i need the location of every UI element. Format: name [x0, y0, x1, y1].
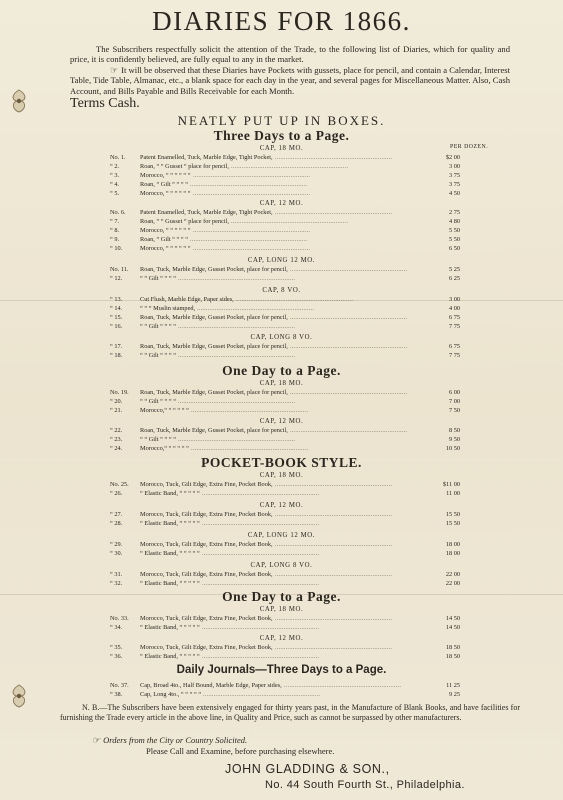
item-price: 14 50: [445, 615, 460, 622]
item-number: “ 31.: [110, 571, 123, 578]
subheading: CAP, 8 VO.: [262, 287, 301, 294]
leader-dots: ..................................................................: [275, 209, 393, 216]
price-row: [0, 570, 563, 579]
leader-dots: ..................................................................: [202, 520, 320, 527]
item-number: “ 36.: [110, 653, 123, 660]
item-number: No. 19.: [110, 389, 129, 396]
item-number: “ 24.: [110, 445, 123, 452]
orders-text: Orders from the City or Country Solicited.: [103, 735, 248, 745]
price-row: [0, 435, 563, 444]
item-description: Roan, Tuck, Marble Edge, Gusset Pocket, place for pencil,: [140, 389, 288, 396]
item-price: $2 00: [445, 154, 460, 161]
item-number: “ 21.: [110, 407, 123, 414]
price-row: [0, 426, 563, 435]
leader-dots: ..................................................................: [191, 445, 309, 452]
price-row: [0, 153, 563, 162]
item-description: “ “ Gilt “ “ “ “: [140, 323, 177, 330]
item-number: “ 35.: [110, 644, 123, 651]
item-number: “ 20.: [110, 398, 123, 405]
leader-dots: ..................................................................: [290, 427, 408, 434]
leader-dots: ..................................................................: [202, 550, 320, 557]
leader-dots: ..................................................................: [290, 343, 408, 350]
item-description: “ Elastic Band, “ “ “ “ “: [140, 550, 200, 557]
price-row: [0, 549, 563, 558]
price-row: [0, 180, 563, 189]
item-price: 6 25: [448, 275, 460, 282]
leader-dots: ..................................................................: [203, 691, 321, 698]
subheading: CAP, 18 MO.: [259, 380, 304, 387]
item-description: “ Elastic Band, “ “ “ “ “: [140, 580, 200, 587]
nb-paragraph: N. B.—The Subscribers have been extensively engaged for thirty years past, in the Manufacture of Blank Books, and have facilities for furnishing the Trade every article in the above line, in Quality and Price, such as cannot be surpassed by other manufacturers.: [60, 703, 520, 722]
item-description: Morocco, “ “ “ “ “ “: [140, 190, 191, 197]
leader-dots: ..................................................................: [231, 218, 349, 225]
item-description: Morocco, Tuck, Gilt Edge, Extra Fine, Pocket Book,: [140, 511, 273, 518]
boxes-heading: NEATLY PUT UP IN BOXES.: [177, 113, 386, 128]
price-row: [0, 690, 563, 699]
firm-address: No. 44 South Fourth St., Philadelphia.: [265, 779, 465, 791]
item-price: 18 00: [445, 541, 460, 548]
item-description: “ Elastic Band, “ “ “ “ “: [140, 653, 200, 660]
price-row: [0, 579, 563, 588]
price-row: [0, 614, 563, 623]
item-number: No. 33.: [110, 615, 129, 622]
item-number: “ 17.: [110, 343, 123, 350]
price-row: [0, 643, 563, 652]
item-number: “ 38.: [110, 691, 123, 698]
item-description: Roan, “ Gilt “ “ “ “: [140, 181, 189, 188]
leader-dots: ..................................................................: [178, 436, 296, 443]
price-row: [0, 652, 563, 661]
item-description: Roan, “ “ Gusset “ place for pencil,: [140, 218, 229, 225]
item-description: Morocco, Tuck, Gilt Edge, Extra Fine, Pocket Book,: [140, 571, 273, 578]
item-price: 3 00: [448, 296, 460, 303]
item-price: 11 00: [446, 490, 460, 497]
item-price: 18 50: [445, 644, 460, 651]
item-price: 7 50: [448, 407, 460, 414]
price-row: [0, 162, 563, 171]
price-row: [0, 304, 563, 313]
item-price: 8 50: [448, 427, 460, 434]
leader-dots: ..................................................................: [290, 314, 408, 321]
leader-dots: ..................................................................: [193, 172, 311, 179]
item-number: “ 3.: [110, 172, 120, 179]
item-price: 6 50: [448, 245, 460, 252]
item-description: Morocco, “ “ “ “ “ “: [140, 227, 191, 234]
item-price: 22 00: [445, 571, 460, 578]
item-description: Roan, Tuck, Marble Edge, Gusset Pocket, place for pencil,: [140, 266, 288, 273]
leader-dots: ..................................................................: [231, 163, 349, 170]
item-price: 3 00: [448, 163, 460, 170]
item-number: “ 28.: [110, 520, 123, 527]
leader-dots: ..................................................................: [193, 190, 311, 197]
price-row: [0, 235, 563, 244]
per-dozen-label: PER DOZEN.: [450, 144, 489, 150]
item-price: 9 25: [448, 691, 460, 698]
item-description: “ Elastic Band, “ “ “ “ “: [140, 520, 200, 527]
item-price: 6 00: [448, 389, 460, 396]
item-price: 9 50: [448, 436, 460, 443]
item-price: 22 00: [445, 580, 460, 587]
item-description: Morocco, Tuck, Gilt Edge, Extra Fine, Pocket Book,: [140, 481, 273, 488]
item-description: “ “ Gilt “ “ “ “: [140, 352, 177, 359]
item-number: “ 26.: [110, 490, 123, 497]
item-price: 15 50: [445, 511, 460, 518]
subheading: CAP, LONG 12 MO.: [247, 257, 316, 264]
item-price: 18 00: [445, 550, 460, 557]
subheading: CAP, 18 MO.: [259, 145, 304, 152]
leader-dots: ..................................................................: [290, 389, 408, 396]
item-description: Cap, Long 4to., “ “ “ “ “: [140, 691, 202, 698]
price-row: [0, 480, 563, 489]
leader-dots: ..................................................................: [275, 481, 393, 488]
firm-name: JOHN GLADDING & SON.,: [225, 762, 390, 776]
item-number: “ 34.: [110, 624, 123, 631]
item-price: 5 50: [448, 236, 460, 243]
intro-text: [70, 44, 510, 96]
price-row: [0, 519, 563, 528]
item-number: “ 5.: [110, 190, 120, 197]
leader-dots: ..................................................................: [191, 407, 309, 414]
item-description: Roan, Tuck, Marble Edge, Gusset Pocket, place for pencil,: [140, 427, 288, 434]
item-description: Morocco, Tuck, Gilt Edge, Extra Fine, Pocket Book,: [140, 644, 273, 651]
leader-dots: ..................................................................: [197, 305, 315, 312]
intro-paragraph-text: It will be observed that these Diaries have Pockets with gussets, place for pencil, and contain a Calendar, Interest Table, Tide Table, Almanac, etc., a blank space for each day in the year, and several pages for Miscellaneous Matter. Also, Cash Account, and Bills Payable and Bills Receivable for each Month.: [70, 64, 510, 96]
binder-clip-icon: [8, 88, 30, 114]
item-number: “ 12.: [110, 275, 123, 282]
item-description: Morocco,“ “ “ “ “ “: [140, 445, 189, 452]
item-description: Morocco, “ “ “ “ “ “: [140, 172, 191, 179]
leader-dots: ..................................................................: [275, 511, 393, 518]
item-description: Morocco, Tuck, Gilt Edge, Extra Fine, Pocket Book,: [140, 541, 273, 548]
leader-dots: ..................................................................: [202, 580, 320, 587]
item-description: “ “ Gilt “ “ “ “: [140, 275, 177, 282]
call-line: Please Call and Examine, before purchasing elsewhere.: [146, 746, 335, 756]
item-description: Morocco, Tuck, Gilt Edge, Extra Fine, Pocket Book,: [140, 615, 273, 622]
price-row: [0, 189, 563, 198]
intro-paragraph: The Subscribers respectfully solicit the attention of the Trade, to the following list of Diaries, which for quality and price, it is confidently believed, are fully equal to any in the market.: [70, 44, 510, 65]
price-row: [0, 217, 563, 226]
item-description: Morocco,“ “ “ “ “ “: [140, 407, 189, 414]
section-heading: Three Days to a Page.: [213, 128, 350, 143]
item-description: “ “ Gilt “ “ “ “: [140, 398, 177, 405]
orders-line: [92, 735, 247, 746]
leader-dots: ..................................................................: [290, 266, 408, 273]
price-row: [0, 351, 563, 360]
price-row: [0, 322, 563, 331]
nb-note: [60, 703, 520, 723]
item-description: “ Elastic Band, “ “ “ “ “: [140, 490, 200, 497]
price-row: [0, 681, 563, 690]
page-title: DIARIES FOR 1866.: [152, 6, 411, 36]
item-price: 3 75: [448, 172, 460, 179]
price-row: [0, 313, 563, 322]
leader-dots: ..................................................................: [275, 571, 393, 578]
item-number: “ 23.: [110, 436, 123, 443]
leader-dots: ..................................................................: [202, 490, 320, 497]
item-number: “ 22.: [110, 427, 123, 434]
pointing-hand-icon: ☞: [110, 64, 119, 75]
item-description: “ Elastic Band, “ “ “ “ “: [140, 624, 200, 631]
item-price: 7 75: [448, 352, 460, 359]
leader-dots: ..................................................................: [193, 245, 311, 252]
item-description: Roan, Tuck, Marble Edge, Gusset Pocket, place for pencil,: [140, 343, 288, 350]
subheading: CAP, 12 MO.: [259, 502, 304, 509]
item-price: $11 00: [442, 481, 460, 488]
item-number: “ 2.: [110, 163, 120, 170]
item-number: “ 10.: [110, 245, 123, 252]
item-price: 2 75: [448, 209, 460, 216]
item-price: 4 80: [448, 218, 460, 225]
leader-dots: ..................................................................: [275, 541, 393, 548]
price-row: [0, 342, 563, 351]
subheading: CAP, 18 MO.: [259, 472, 304, 479]
item-price: 3 75: [448, 181, 460, 188]
price-row: [0, 397, 563, 406]
item-description: Patent Enamelled, Tuck, Marble Edge, Tight Pocket,: [140, 154, 273, 161]
item-description: Roan, “ Gilt “ “ “ “: [140, 236, 189, 243]
leader-dots: ..................................................................: [178, 352, 296, 359]
item-number: “ 4.: [110, 181, 120, 188]
item-number: No. 6.: [110, 209, 126, 216]
price-row: [0, 226, 563, 235]
item-number: “ 9.: [110, 236, 120, 243]
leader-dots: ..................................................................: [275, 615, 393, 622]
price-row: [0, 265, 563, 274]
price-row: [0, 295, 563, 304]
pointing-hand-icon: ☞: [92, 735, 101, 745]
intro-paragraph: [70, 65, 510, 96]
item-price: 5 50: [448, 227, 460, 234]
price-row: [0, 623, 563, 632]
price-row: [0, 208, 563, 217]
item-number: No. 11.: [110, 266, 129, 273]
item-number: “ 15.: [110, 314, 123, 321]
item-price: 4 50: [448, 190, 460, 197]
item-number: “ 7.: [110, 218, 120, 225]
item-number: No. 1.: [110, 154, 126, 161]
price-row: [0, 489, 563, 498]
price-row: [0, 510, 563, 519]
leader-dots: ..................................................................: [190, 181, 308, 188]
leader-dots: ..................................................................: [202, 624, 320, 631]
leader-dots: ..................................................................: [178, 275, 296, 282]
item-price: 7 00: [448, 398, 460, 405]
item-description: Cap, Broad 4to., Half Bound, Marble Edge, Paper sides,: [140, 682, 282, 689]
item-number: “ 13.: [110, 296, 123, 303]
section-heading: POCKET-BOOK STYLE.: [201, 455, 362, 470]
section-heading: One Day to a Page.: [222, 363, 341, 378]
section-heading: One Day to a Page.: [222, 589, 341, 604]
subheading: CAP, 12 MO.: [259, 635, 304, 642]
item-number: “ 29.: [110, 541, 123, 548]
item-price: 10 50: [445, 445, 460, 452]
item-price: 18 50: [445, 653, 460, 660]
price-row: [0, 444, 563, 453]
leader-dots: ..................................................................: [178, 323, 296, 330]
item-description: Roan, Tuck, Marble Edge, Gusset Pocket, place for pencil,: [140, 314, 288, 321]
item-description: Morocco, “ “ “ “ “ “: [140, 245, 191, 252]
item-number: “ 32.: [110, 580, 123, 587]
price-row: [0, 388, 563, 397]
subheading: CAP, 12 MO.: [259, 200, 304, 207]
leader-dots: ..................................................................: [236, 296, 354, 303]
price-row: [0, 274, 563, 283]
item-number: “ 8.: [110, 227, 120, 234]
subheading: CAP, LONG 12 MO.: [247, 532, 316, 539]
item-number: No. 37.: [110, 682, 129, 689]
leader-dots: ..................................................................: [202, 653, 320, 660]
price-row: [0, 244, 563, 253]
leader-dots: ..................................................................: [193, 227, 311, 234]
price-row: [0, 171, 563, 180]
section-heading: Daily Journals—Three Days to a Page.: [176, 664, 387, 676]
item-price: 15 50: [445, 520, 460, 527]
item-description: Cut Flush, Marble Edge, Paper sides,: [140, 296, 234, 303]
item-number: “ 18.: [110, 352, 123, 359]
subheading: CAP, 18 MO.: [259, 606, 304, 613]
item-description: “ “ “ Muslin stamped,: [140, 305, 196, 312]
item-description: Roan, “ “ Gusset “ place for pencil,: [140, 163, 229, 170]
price-row: [0, 540, 563, 549]
item-number: “ 30.: [110, 550, 123, 557]
item-number: “ 16.: [110, 323, 123, 330]
item-price: 7 75: [448, 323, 460, 330]
item-number: No. 25.: [110, 481, 129, 488]
item-number: “ 14.: [110, 305, 123, 312]
leader-dots: ..................................................................: [284, 682, 402, 689]
item-price: 6 75: [448, 314, 460, 321]
subheading: CAP, 12 MO.: [259, 418, 304, 425]
leader-dots: ..................................................................: [190, 236, 308, 243]
item-number: “ 27.: [110, 511, 123, 518]
terms-label: Terms Cash.: [70, 96, 140, 111]
item-description: “ “ Gilt “ “ “ “: [140, 436, 177, 443]
subheading: CAP, LONG 8 VO.: [250, 334, 313, 341]
leader-dots: ..................................................................: [275, 644, 393, 651]
item-price: 4 00: [448, 305, 460, 312]
price-row: [0, 406, 563, 415]
leader-dots: ..................................................................: [275, 154, 393, 161]
item-price: 6 75: [448, 343, 460, 350]
item-description: Patent Enamelled, Tuck, Marble Edge, Tight Pocket,: [140, 209, 273, 216]
leader-dots: ..................................................................: [178, 398, 296, 405]
item-price: 11 25: [446, 682, 460, 689]
item-price: 5 25: [448, 266, 460, 273]
subheading: CAP, LONG 8 VO.: [250, 562, 313, 569]
item-price: 14 50: [445, 624, 460, 631]
